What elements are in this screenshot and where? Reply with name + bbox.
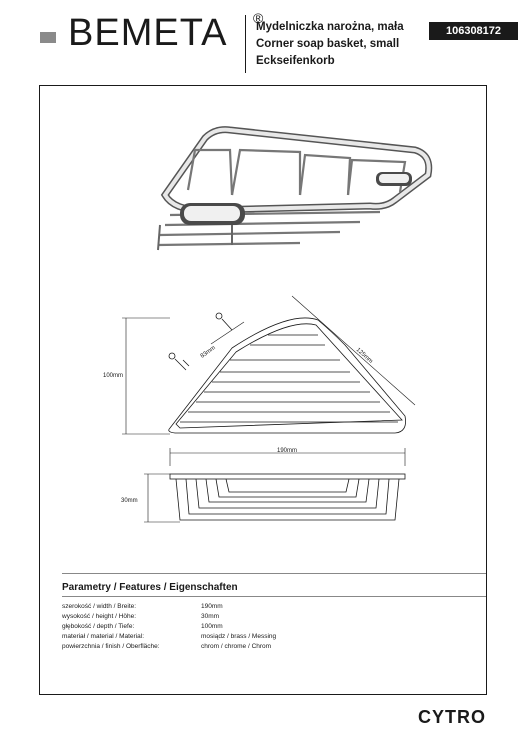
title-pl: Mydelniczka narożna, mała xyxy=(256,21,404,33)
top-view-drawing xyxy=(169,318,406,433)
depth-dim-label: 30mm xyxy=(121,498,138,504)
title-de: Eckseifenkorb xyxy=(256,55,335,67)
params-bottom-rule xyxy=(62,596,486,597)
param-height-label: wysokość / height / Höhe: xyxy=(62,613,137,620)
param-finish-label: powierzchnia / finish / Oberfläche: xyxy=(62,643,160,650)
product-code: 106308172 xyxy=(429,22,518,40)
param-material-value: mosiądz / brass / Messing xyxy=(201,633,277,640)
param-depth-label: głębokość / depth / Tiefe: xyxy=(62,623,135,630)
title-en: Corner soap basket, small xyxy=(256,38,400,50)
product-photo xyxy=(158,130,429,250)
param-width-value: 190mm xyxy=(201,603,223,610)
series-name: CYTRO xyxy=(418,707,486,727)
height-dim-label: 100mm xyxy=(103,373,124,379)
param-width-label: szerokość / width / Breite: xyxy=(62,603,137,610)
front-view-drawing xyxy=(170,474,405,520)
screw-icon xyxy=(169,313,232,370)
param-depth-value: 100mm xyxy=(201,623,223,630)
brand-name: BEMETA xyxy=(68,12,228,54)
param-material-label: materiał / material / Material: xyxy=(62,633,144,640)
params-top-rule xyxy=(62,573,486,574)
fix-dim-label: 83mm xyxy=(199,345,217,360)
param-finish-value: chrom / chrome / Chrom xyxy=(201,643,272,650)
dimension-lines xyxy=(122,296,415,466)
params-title: Parametry / Features / Eigenschaften xyxy=(62,582,238,593)
param-height-value: 30mm xyxy=(201,613,220,620)
width-dim-label: 190mm xyxy=(277,448,298,454)
depth-dimension-lines xyxy=(144,474,180,522)
diag-dim-label: 125mm xyxy=(354,347,374,365)
registered-mark: ® xyxy=(253,10,264,26)
